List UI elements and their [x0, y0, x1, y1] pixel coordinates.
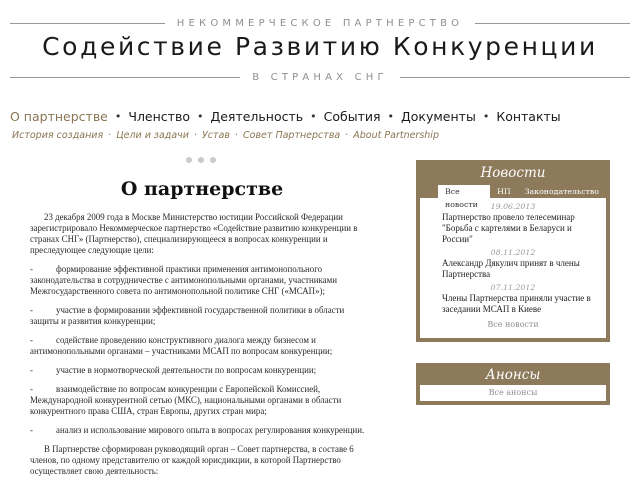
- article-bullet: [30, 365, 374, 376]
- bullet-marker: -: [30, 335, 33, 345]
- subnav-separator: ·: [193, 129, 197, 141]
- article-bullet: [30, 264, 374, 297]
- bullet-marker: -: [30, 264, 33, 274]
- news-item: [426, 248, 600, 280]
- header-top-row: [0, 16, 640, 30]
- slider-dot[interactable]: [210, 157, 216, 163]
- header-rule: [10, 23, 165, 24]
- nav-item-membership[interactable]: Членство: [128, 108, 190, 124]
- bullet-text: содействие проведению конструктивного диалога между бизнесом и антимонопольными органами – участниками МСАП по вопросам конкуренции;: [30, 335, 333, 356]
- nav-separator: •: [114, 109, 122, 123]
- bullet-text: участие в формировании эффективной государственной политики в области защиты и развития конкуренции;: [30, 305, 345, 326]
- subnav-item-goals[interactable]: Цели и задачи: [116, 129, 189, 141]
- news-widget: [416, 160, 610, 342]
- nav-item-about[interactable]: О партнерстве: [10, 108, 108, 124]
- header-rule: [400, 77, 630, 78]
- subnav-item-council[interactable]: Совет Партнерства: [243, 129, 341, 141]
- bullet-text: участие в нормотворческой деятельности по вопросам конкуренции;: [56, 365, 317, 375]
- bullet-marker: -: [30, 365, 33, 375]
- news-title[interactable]: Новости: [480, 165, 546, 181]
- article-bullet: [30, 305, 374, 327]
- bullet-text: формирование эффективной практики применения антимонопольного законодательства в сотрудничестве с антимонопольными органами, участниками Межгосударственного совета по антимонопольной политике СНГ («МСАП»);: [30, 264, 337, 296]
- news-date: 07.11.2012: [490, 283, 536, 292]
- header-rule: [475, 23, 630, 24]
- news-item: [426, 283, 600, 315]
- slider-dots: [186, 157, 216, 163]
- bullet-marker: -: [30, 384, 33, 394]
- article-intro: 23 декабря 2009 года в Москве Министерство юстиции Российской Федерации зарегистрировало Некоммерческое партнерство «Содействие развитию конкуренции в странах СНГ» (Партнерство), специализирующееся в вопросах конкуренции и преследующее следующие цели:: [30, 212, 358, 255]
- article-bullet: [30, 425, 374, 436]
- tab-all-news[interactable]: Все новости: [438, 185, 490, 198]
- nav-item-events[interactable]: События: [323, 108, 381, 124]
- nav-separator: •: [387, 109, 395, 123]
- subnav-separator: ·: [234, 129, 238, 141]
- main-nav: [10, 107, 561, 125]
- header-subtitle-top: НЕКОММЕРЧЕСКОЕ ПАРТНЕРСТВО: [176, 17, 464, 29]
- all-announcements-link[interactable]: Все анонсы: [488, 388, 538, 397]
- news-date: 08.11.2012: [490, 248, 536, 257]
- subnav-item-history[interactable]: История создания: [12, 129, 104, 141]
- article-bullet: [30, 335, 374, 357]
- subnav-separator: ·: [345, 129, 349, 141]
- subnav-separator: ·: [108, 129, 112, 141]
- nav-item-documents[interactable]: Документы: [401, 108, 476, 124]
- sub-nav: [12, 128, 439, 142]
- subnav-item-about-en[interactable]: About Partnership: [353, 129, 439, 141]
- news-list: [420, 198, 606, 338]
- news-link[interactable]: Партнерство провело телесеминар "Борьба с картелями в Беларуси и России": [442, 212, 575, 244]
- nav-separator: •: [196, 109, 204, 123]
- bullet-marker: -: [30, 425, 33, 435]
- nav-separator: •: [482, 109, 490, 123]
- article: [30, 176, 374, 480]
- news-link[interactable]: Александр Дякулич принят в члены Партнерства: [442, 258, 580, 279]
- header-rule: [10, 77, 240, 78]
- slider-dot[interactable]: [186, 157, 192, 163]
- nav-separator: •: [310, 109, 317, 123]
- news-date: 19.06.2013: [490, 202, 536, 211]
- article-bullet: [30, 384, 374, 417]
- bullet-text: взаимодействие по вопросам конкуренции с Европейской Комиссией, Международной конкурентной сетью (МКС), национальными органами в области конкурентного права США, стран Европы, других стран мира;: [30, 384, 342, 416]
- tab-np[interactable]: НП: [497, 187, 511, 196]
- site-title[interactable]: Содействие Развитию Конкуренции: [42, 32, 598, 61]
- all-news-link[interactable]: Все новости: [487, 320, 539, 329]
- page-title: О партнерстве: [120, 178, 284, 200]
- header-bottom-row: [0, 70, 640, 84]
- bullet-marker: -: [30, 305, 33, 315]
- slider-dot[interactable]: [198, 157, 204, 163]
- nav-item-contacts[interactable]: Контакты: [496, 108, 561, 124]
- header-subtitle-bottom: В СТРАНАХ СНГ: [252, 71, 388, 83]
- news-link[interactable]: Члены Партнерства приняли участие в заседании МСАП в Киеве: [442, 293, 591, 314]
- site-header: [0, 0, 640, 92]
- nav-item-activity[interactable]: Деятельность: [210, 108, 304, 124]
- tab-legislation[interactable]: Законодательство: [524, 187, 599, 196]
- bullet-text: анализ и использование мирового опыта в вопросах регулирования конкуренции.: [56, 425, 365, 435]
- article-closing: В Партнерстве сформирован руководящий орган – Совет партнерства, в составе 6 членов, по одному представителю от каждой юрисдикции, в которой Партнерство осуществляет свою деятельность:: [30, 444, 354, 476]
- subnav-item-charter[interactable]: Устав: [202, 129, 230, 141]
- announcements-widget: [416, 363, 610, 405]
- announcements-body: [420, 385, 606, 401]
- announcements-title[interactable]: Анонсы: [485, 367, 541, 383]
